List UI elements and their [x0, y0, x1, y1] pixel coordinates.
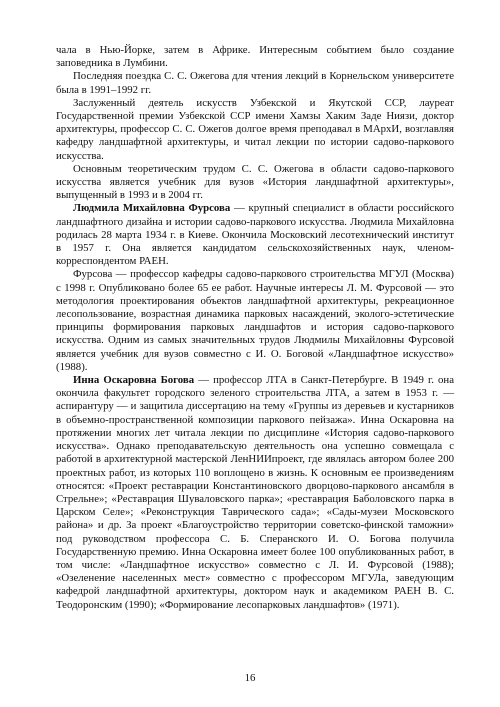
person-name-heading: Людмила Михайловна Фурсова	[73, 202, 231, 215]
body-text	[56, 44, 454, 612]
paragraph-text: Основным теоретическим трудом С. С. Ожегова в области садово-паркового искусства является учебник для вузов «История ландшафтной архитектуры», выпущенный в 1993 и в 2004 гг.	[56, 162, 454, 202]
page-number: 16	[244, 672, 256, 684]
person-name-heading: Инна Оскаровна Богова	[73, 374, 195, 387]
paragraph-text: Заслуженный деятель искусств Узбекской и Якутской ССР, лауреат Государственной премии Узбекской ССР имени Хамзы Хаким Заде Ниязи, доктор архитектуры, профессор С. С. Ожегов долгое время преподавал в МАрхИ, возглавляя кафедру ландшафтной архитектуры, и читал лекции по истории садово-паркового искусства.	[56, 96, 454, 162]
paragraph-text: Последняя поездка С. С. Ожегова для чтения лекций в Корнельском университете была в 1991–1992 гг.	[56, 70, 454, 96]
paragraph-textbook	[56, 163, 454, 203]
paragraph-fursova-intro	[56, 202, 454, 268]
paragraph-text: — профессор ЛТА в Санкт-Петербурге. В 1949 г. она окончила факультет городского зеленого строительства ЛТА, а затем в 1953 г. — аспирантуру — и защитила диссертацию на тему «Группы из деревьев и кустарников в объемно-пространственной композиции паркового пейзажа». Инна Оскаровна на протяжении многих лет читала лекции по дисциплине «История садово-паркового искусства». Однако преподавательскую деятельность она успешно совмещала с работой в архитектурной мастерской ЛенНИИпроект, где являлась автором более 200 проектных работ, из которых 110 воплощено в жизнь. К основным ее произведениям относятся: «Проект реставрации Константиновского дворцово-паркового ансамбля в Стрельне»; «Реставрация Шуваловского парка»; «реставрация Баболовского парка в Царском Селе»; «Реконструкция Таврического сада»; «Сады-музеи Московского района» и др. За проект «Благоустройство территории советско-финской таможни» под руководством профессора С. Б. Сперанского И. О. Богова получила Государственную премию. Инна Оскаровна имеет более 100 опубликованных работ, в том числе: «Ландшафтное искусство» совместно с Л. И. Фурсовой (1988); «Озеленение населенных мест» совместно с профессором МГУЛа, заведующим кафедрой ландшафтной архитектуры, доктором наук и академиком РАЕН В. С. Теодоронским (1990); «Формирование лесопарковых ландшафтов» (1971).	[56, 374, 454, 611]
paragraph-text: чала в Нью-Йорке, затем в Африке. Интересным событием было создание заповедника в Лумбини.	[56, 44, 454, 70]
paragraph-continuation	[56, 44, 454, 70]
paragraph-text: Фурсова — профессор кафедры садово-паркового строительства МГУЛ (Москва) с 1998 г. Опубликовано более 65 ее работ. Научные интересы Л. М. Фурсовой — это методология проектирования объектов ландшафтной архитектуры, рекреационное лесопользование, возрастная динамика парковых насаждений, эколого-эстетические принципы формирования парковых ландшафтов и история садово-паркового искусства. Одним из самых значительных трудов Людмилы Михайловны Фурсовой является учебник для вузов совместно с И. О. Боговой «Ландшафтное искусство» (1988).	[56, 268, 454, 373]
paragraph-fursova-work	[56, 268, 454, 374]
paragraph-honors	[56, 97, 454, 163]
paragraph-bogova	[56, 374, 454, 612]
paragraph-text: — крупный специалист в области российского ландшафтного дизайна и истории садово-паркового искусства. Людмила Михайловна родилась 28 марта 1934 г. в Киеве. Окончила Московский лесотехнический институт в 1957 г. Она является кандидатом сельскохозяйственных наук, членом-корреспондентом РАЕН.	[56, 202, 454, 268]
paragraph-cornell	[56, 70, 454, 96]
